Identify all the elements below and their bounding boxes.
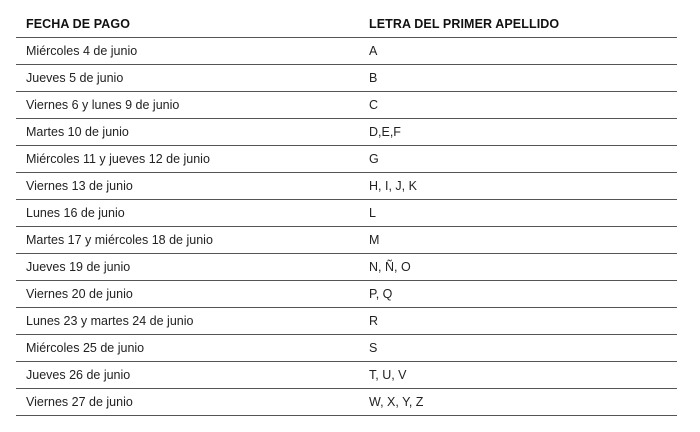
payment-schedule-table-container bbox=[16, 10, 677, 416]
table-row bbox=[16, 281, 677, 308]
table-row bbox=[16, 308, 677, 335]
payment-date-cell: Viernes 27 de junio bbox=[16, 389, 359, 416]
payment-date-cell: Lunes 23 y martes 24 de junio bbox=[16, 308, 359, 335]
table-row bbox=[16, 65, 677, 92]
table-row bbox=[16, 92, 677, 119]
payment-date-cell: Jueves 5 de junio bbox=[16, 65, 359, 92]
surname-letter-cell: A bbox=[359, 38, 677, 65]
surname-letter-cell: N, Ñ, O bbox=[359, 254, 677, 281]
payment-date-cell: Miércoles 11 y jueves 12 de junio bbox=[16, 146, 359, 173]
table-row bbox=[16, 146, 677, 173]
table-row bbox=[16, 173, 677, 200]
table-row bbox=[16, 119, 677, 146]
header-surname-letter: LETRA DEL PRIMER APELLIDO bbox=[359, 10, 677, 38]
surname-letter-cell: L bbox=[359, 200, 677, 227]
surname-letter-cell: H, I, J, K bbox=[359, 173, 677, 200]
surname-letter-cell: W, X, Y, Z bbox=[359, 389, 677, 416]
table-row bbox=[16, 227, 677, 254]
table-row bbox=[16, 38, 677, 65]
table-row bbox=[16, 335, 677, 362]
table-row bbox=[16, 200, 677, 227]
payment-date-cell: Viernes 6 y lunes 9 de junio bbox=[16, 92, 359, 119]
surname-letter-cell: B bbox=[359, 65, 677, 92]
table-row bbox=[16, 362, 677, 389]
surname-letter-cell: D,E,F bbox=[359, 119, 677, 146]
surname-letter-cell: R bbox=[359, 308, 677, 335]
payment-schedule-table bbox=[16, 10, 677, 416]
header-payment-date: FECHA DE PAGO bbox=[16, 10, 359, 38]
payment-date-cell: Martes 10 de junio bbox=[16, 119, 359, 146]
surname-letter-cell: S bbox=[359, 335, 677, 362]
payment-date-cell: Jueves 19 de junio bbox=[16, 254, 359, 281]
payment-date-cell: Lunes 16 de junio bbox=[16, 200, 359, 227]
table-header-row bbox=[16, 10, 677, 38]
table-row bbox=[16, 254, 677, 281]
payment-date-cell: Jueves 26 de junio bbox=[16, 362, 359, 389]
surname-letter-cell: G bbox=[359, 146, 677, 173]
surname-letter-cell: P, Q bbox=[359, 281, 677, 308]
surname-letter-cell: C bbox=[359, 92, 677, 119]
surname-letter-cell: T, U, V bbox=[359, 362, 677, 389]
payment-date-cell: Martes 17 y miércoles 18 de junio bbox=[16, 227, 359, 254]
payment-date-cell: Viernes 20 de junio bbox=[16, 281, 359, 308]
table-row bbox=[16, 389, 677, 416]
payment-date-cell: Viernes 13 de junio bbox=[16, 173, 359, 200]
payment-date-cell: Miércoles 4 de junio bbox=[16, 38, 359, 65]
payment-date-cell: Miércoles 25 de junio bbox=[16, 335, 359, 362]
surname-letter-cell: M bbox=[359, 227, 677, 254]
